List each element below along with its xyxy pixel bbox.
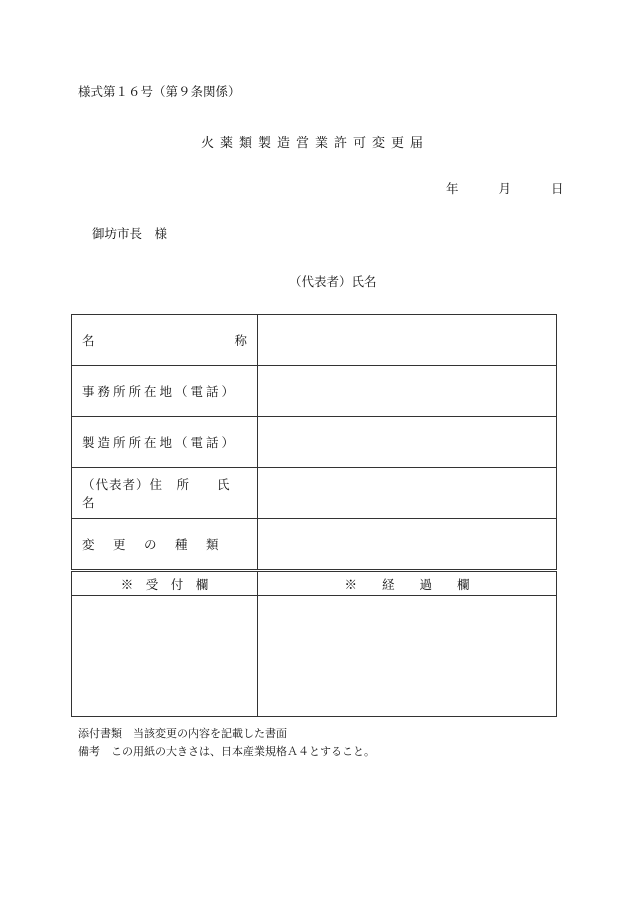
date-year: 年 [446, 181, 459, 196]
change-type-field[interactable] [258, 519, 557, 571]
factory-address-field[interactable] [258, 417, 557, 468]
name-field[interactable] [258, 315, 557, 366]
reception-field[interactable] [72, 596, 258, 717]
table-row [72, 315, 557, 366]
table-row [72, 596, 557, 717]
date-line [446, 179, 563, 197]
progress-header: ※ 経 過 欄 [258, 571, 557, 596]
table-row [72, 468, 557, 519]
remarks-note: 備考 この用紙の大きさは、日本産業規格Ａ４とすること。 [78, 745, 375, 758]
row-label-rep-address-name: （代表者）住 所 氏 名 [72, 468, 258, 519]
table-row [72, 417, 557, 468]
representative-name-label: （代表者）氏名 [289, 274, 377, 289]
attachment-note: 添付書類 当該変更の内容を記載した書面 [78, 727, 287, 740]
date-day: 日 [550, 181, 564, 196]
document-title: 火薬類製造営業許可変更届 [200, 136, 429, 151]
row-label-name-left: 名 [82, 333, 95, 348]
row-label-office-address: 事務所所在地（電話） [72, 366, 258, 417]
row-label-change-type: 変 更 の 種 類 [72, 519, 258, 571]
addressee: 御坊市長 様 [92, 226, 168, 241]
progress-field[interactable] [258, 596, 557, 717]
rep-address-name-field[interactable] [258, 468, 557, 519]
table-row [72, 366, 557, 417]
table-row [72, 519, 557, 571]
form-number: 様式第１６号（第９条関係） [78, 84, 241, 99]
office-address-field[interactable] [258, 366, 557, 417]
row-label-name-right: 称 [234, 333, 247, 348]
reception-header: ※ 受 付 欄 [72, 571, 258, 596]
table-row [72, 571, 557, 596]
row-label-factory-address: 製造所所在地（電話） [72, 417, 258, 468]
application-form-table [71, 314, 557, 717]
row-label-name [72, 315, 258, 366]
date-month: 月 [498, 181, 511, 196]
